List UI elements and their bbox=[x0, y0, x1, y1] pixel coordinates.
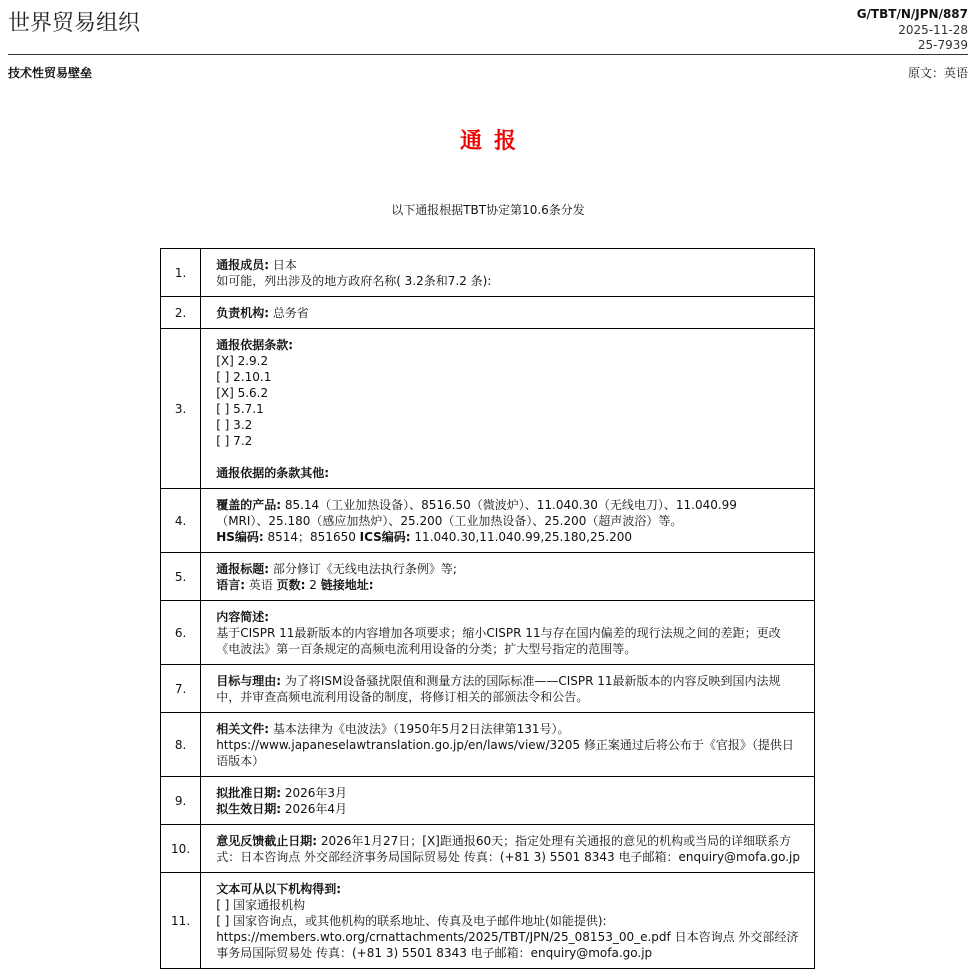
table-row bbox=[161, 665, 815, 713]
checkbox-item: [ ] 5.7.1 bbox=[216, 401, 264, 416]
row-number: 10. bbox=[161, 825, 201, 873]
row-content bbox=[201, 601, 815, 665]
field-label: 通报依据的条款其他: bbox=[216, 465, 329, 480]
table-row bbox=[161, 297, 815, 329]
checkbox-item: [ ] 国家咨询点，或其他机构的联系地址、传真及电子邮件地址(如能提供): bbox=[216, 913, 607, 928]
field-value-continued: 式：日本咨询点 外交部经济事务局国际贸易处 传真：(+81 3) 5501 8343 电子邮箱：enquiry@mofa.go.jp bbox=[216, 849, 800, 864]
row-content bbox=[201, 777, 815, 825]
row-number: 5. bbox=[161, 553, 201, 601]
row-number: 4. bbox=[161, 489, 201, 553]
checkbox-item: [ ] 国家通报机构 bbox=[216, 897, 306, 912]
effective-date-value: 2026年4月 bbox=[281, 801, 347, 816]
table-row bbox=[161, 249, 815, 297]
row-content bbox=[201, 329, 815, 489]
field-value: 为了将ISM设备骚扰限值和测量方法的国际标准——CISPR 11最新版本的内容反映到国内法规 bbox=[281, 673, 781, 688]
link-label: 链接地址: bbox=[320, 577, 374, 592]
row-content bbox=[201, 825, 815, 873]
field-label: 内容简述: bbox=[216, 609, 269, 624]
language-label: 语言: bbox=[216, 577, 245, 592]
row-number: 2. bbox=[161, 297, 201, 329]
row-content bbox=[201, 665, 815, 713]
field-value: 基于CISPR 11最新版本的内容增加各项要求；缩小CISPR 11与存在国内偏差的现行法规之间的差距；更改 bbox=[216, 625, 781, 640]
field-value-continued: （MRI）、25.180（感应加热炉）、25.200（工业加热设备）、25.200（超声波浴）等。 bbox=[216, 513, 683, 528]
checkbox-item: [X] 5.6.2 bbox=[216, 385, 269, 400]
table-row bbox=[161, 329, 815, 489]
hs-label: HS编码: bbox=[216, 529, 264, 544]
row-number: 7. bbox=[161, 665, 201, 713]
ics-value: 11.040.30,11.040.99,25.180,25.200 bbox=[410, 529, 632, 544]
table-row bbox=[161, 873, 815, 969]
field-label: 通报成员: bbox=[216, 257, 269, 272]
original-language: 原文：英语 bbox=[907, 66, 968, 80]
field-value-continued: 《电波法》第一百条规定的高频电流利用设备的分类；扩大型号指定的范围等。 bbox=[216, 641, 637, 656]
field-note: 如可能，列出涉及的地方政府名称( 3.2条和7.2 条): bbox=[216, 273, 492, 288]
row-number: 8. bbox=[161, 713, 201, 777]
table-row bbox=[161, 601, 815, 665]
checkbox-item: [X] 2.9.2 bbox=[216, 353, 269, 368]
field-label: 覆盖的产品: bbox=[216, 497, 281, 512]
row-number: 6. bbox=[161, 601, 201, 665]
field-value: 总务省 bbox=[269, 305, 309, 320]
field-value: 基本法律为《电波法》（1950年5月2日法律第131号）。 bbox=[269, 721, 570, 736]
checkbox-item: [ ] 3.2 bbox=[216, 417, 253, 432]
field-label: 目标与理由: bbox=[216, 673, 281, 688]
ics-label: ICS编码: bbox=[359, 529, 411, 544]
row-number: 1. bbox=[161, 249, 201, 297]
adoption-date-value: 2026年3月 bbox=[281, 785, 347, 800]
field-label: 文本可从以下机构得到: bbox=[216, 881, 341, 896]
field-label: 意见反馈截止日期: bbox=[216, 833, 317, 848]
field-label: 通报依据条款: bbox=[216, 337, 293, 352]
field-label: 通报标题: bbox=[216, 561, 269, 576]
row-content bbox=[201, 249, 815, 297]
document-date: 2025-11-28 bbox=[898, 22, 968, 37]
table-row bbox=[161, 777, 815, 825]
field-value: 部分修订《无线电法执行条例》等; bbox=[269, 561, 457, 576]
checkbox-item: [ ] 2.10.1 bbox=[216, 369, 272, 384]
checkbox-item: [ ] 7.2 bbox=[216, 433, 253, 448]
field-value-continued: 中，并审查高频电流利用设备的制度，将修订相关的部颁法令和公告。 bbox=[216, 689, 589, 704]
field-value: 日本 bbox=[269, 257, 297, 272]
field-label: 负责机构: bbox=[216, 305, 269, 320]
table-row bbox=[161, 713, 815, 777]
org-name: 世界贸易组织 bbox=[8, 11, 141, 36]
row-number: 9. bbox=[161, 777, 201, 825]
row-content bbox=[201, 873, 815, 969]
row-content bbox=[201, 553, 815, 601]
row-content bbox=[201, 713, 815, 777]
document-reference bbox=[857, 7, 968, 54]
effective-date-label: 拟生效日期: bbox=[216, 801, 281, 816]
page-title: 通报 bbox=[459, 129, 528, 154]
table-row bbox=[161, 489, 815, 553]
adoption-date-label: 拟批准日期: bbox=[216, 785, 281, 800]
document-link: https://members.wto.org/crnattachments/2025/TBT/JPN/25_08153_00_e.pdf 日本咨询点 外交部经济 bbox=[216, 929, 799, 944]
page-subtitle: 以下通报根据TBT协定第10.6条分发 bbox=[391, 203, 585, 217]
table-row bbox=[161, 825, 815, 873]
row-number: 3. bbox=[161, 329, 201, 489]
language-value: 英语 bbox=[245, 577, 277, 592]
field-value: 85.14（工业加热设备）、8516.50（微波炉）、11.040.30（无线电刀）、11.040.99 bbox=[281, 497, 737, 512]
row-content bbox=[201, 489, 815, 553]
pages-label: 页数: bbox=[276, 577, 306, 592]
notification-table bbox=[160, 248, 815, 969]
field-value-continued: 事务局国际贸易处 传真：(+81 3) 5501 8343 电子邮箱：enquiry@mofa.go.jp bbox=[216, 945, 653, 960]
header-divider bbox=[8, 54, 968, 55]
hs-value: 8514；851650 bbox=[263, 529, 360, 544]
document-link: https://www.japaneselawtranslation.go.jp/en/laws/view/3205 修正案通过后将公布于《官报》（提供日 bbox=[216, 737, 794, 752]
row-number: 11. bbox=[161, 873, 201, 969]
field-value-continued: 语版本） bbox=[216, 753, 265, 768]
committee-name: 技术性贸易壁垒 bbox=[8, 66, 93, 80]
row-content bbox=[201, 297, 815, 329]
field-value: 2026年1月27日；[X]距通报60天；指定处理有关通报的意见的机构或当局的详细联系方 bbox=[317, 833, 792, 848]
document-symbol: G/TBT/N/JPN/887 bbox=[856, 7, 968, 21]
field-label: 相关文件: bbox=[216, 721, 269, 736]
table-row bbox=[161, 553, 815, 601]
document-code: 25-7939 bbox=[917, 38, 968, 52]
pages-value: 2 bbox=[305, 577, 321, 592]
